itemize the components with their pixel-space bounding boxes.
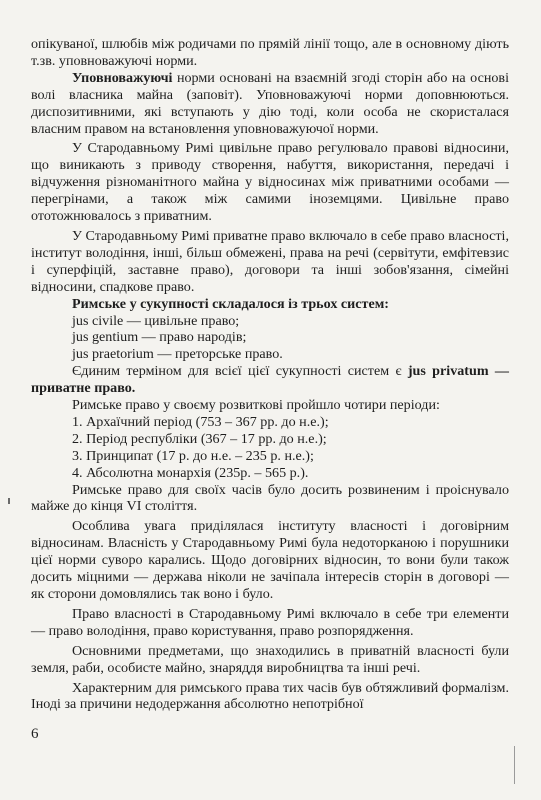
paragraph-3: У Стародавньому Римі цивільне право регулювало правові відносини, що виникають з приводу створення, набуття, використання, передачі і відчуження різноманітного майна у відносинах між приватними особами — перегрінами, а також між самими іноземцями. Цивільне право ототожнювалось з приватним. xyxy=(31,140,509,225)
term-bold: jus privatum — приватне право. xyxy=(31,363,509,397)
period-item-3: 3. Принципат (17 р. до н.е. – 235 р. н.е.); xyxy=(72,447,314,464)
period-item-1: 1. Архаїчний період (753 – 367 рр. до н.е.); xyxy=(72,413,329,430)
paragraph-2 xyxy=(31,70,509,138)
paragraph-5: Римське право для своїх часів було досить розвиненим і проіснувало майже до кінця VI століття. xyxy=(31,481,509,515)
paragraph-2-lead: Уповноважуючі xyxy=(72,69,173,86)
page-number: 6 xyxy=(31,726,39,742)
page-text xyxy=(31,36,509,713)
term-paragraph xyxy=(31,363,509,397)
paragraph-6: Особлива увага приділялася інституту власності і договірним відносинам. Власність у Стародавньому Римі була недоторканою і порушники цієї норми суворо карались. Щодо договірних відносин, то вони були також досить міцними — держава ніколи не зачіпала інтересів сторін в договорі — як сторони домовлялись так воно і було. xyxy=(31,518,509,602)
paragraph-2-text: норми основані на взаємній згоді сторін або на основі волі власника майна (заповіт). Уповноважуючі норми доповнюються. диспозитивними, які вступають у дію тоді, коли особа не скористалася власним правом на встановлення уповноважуючої норми. xyxy=(31,69,509,137)
periods-intro: Римське право у своєму розвиткові пройшло чотири періоди: xyxy=(72,397,440,414)
scan-edge-mark xyxy=(514,746,515,784)
paragraph-9: Характерним для римського права тих часів був обтяжливий формалізм. Іноді за причини недодержання абсолютно непотрібної xyxy=(31,679,509,713)
term-text: Єдиним терміном для всієї цієї сукупності систем є xyxy=(72,363,408,380)
paragraph-7: Право власності в Стародавньому Римі включало в себе три елементи — право володіння, право користування, право розпорядження. xyxy=(31,605,509,639)
paragraph-4: У Стародавньому Римі приватне право включало в себе право власності, інститут володіння, інші, більш обмежені, права на речі (сервітути, емфітевзис і суперфіцій, заставне право), договори та інші зобов'язання, сімейні відносини, спадкове право. xyxy=(31,227,509,295)
system-item-gentium: jus gentium — право народів; xyxy=(72,329,247,346)
systems-heading: Римське у сукупності складалося із трьох систем: xyxy=(72,295,389,312)
period-item-2: 2. Період республіки (367 – 17 рр. до н.е.); xyxy=(72,430,327,447)
paragraph-8: Основними предметами, що знаходились в приватній власності були земля, раби, особисте майно, знаряддя виробництва та інші речі. xyxy=(31,642,509,676)
scan-speck xyxy=(8,498,10,504)
period-item-4: 4. Абсолютна монархія (235р. – 565 р.). xyxy=(72,464,309,481)
paragraph-1: опікуваної, шлюбів між родичами по прямій лінії тощо, але в основному діють т.зв. уповноважуючі норми. xyxy=(31,36,509,69)
system-item-civile: jus civile — цивільне право; xyxy=(72,312,240,329)
system-item-praetorium: jus praetorium — преторське право. xyxy=(72,346,283,363)
